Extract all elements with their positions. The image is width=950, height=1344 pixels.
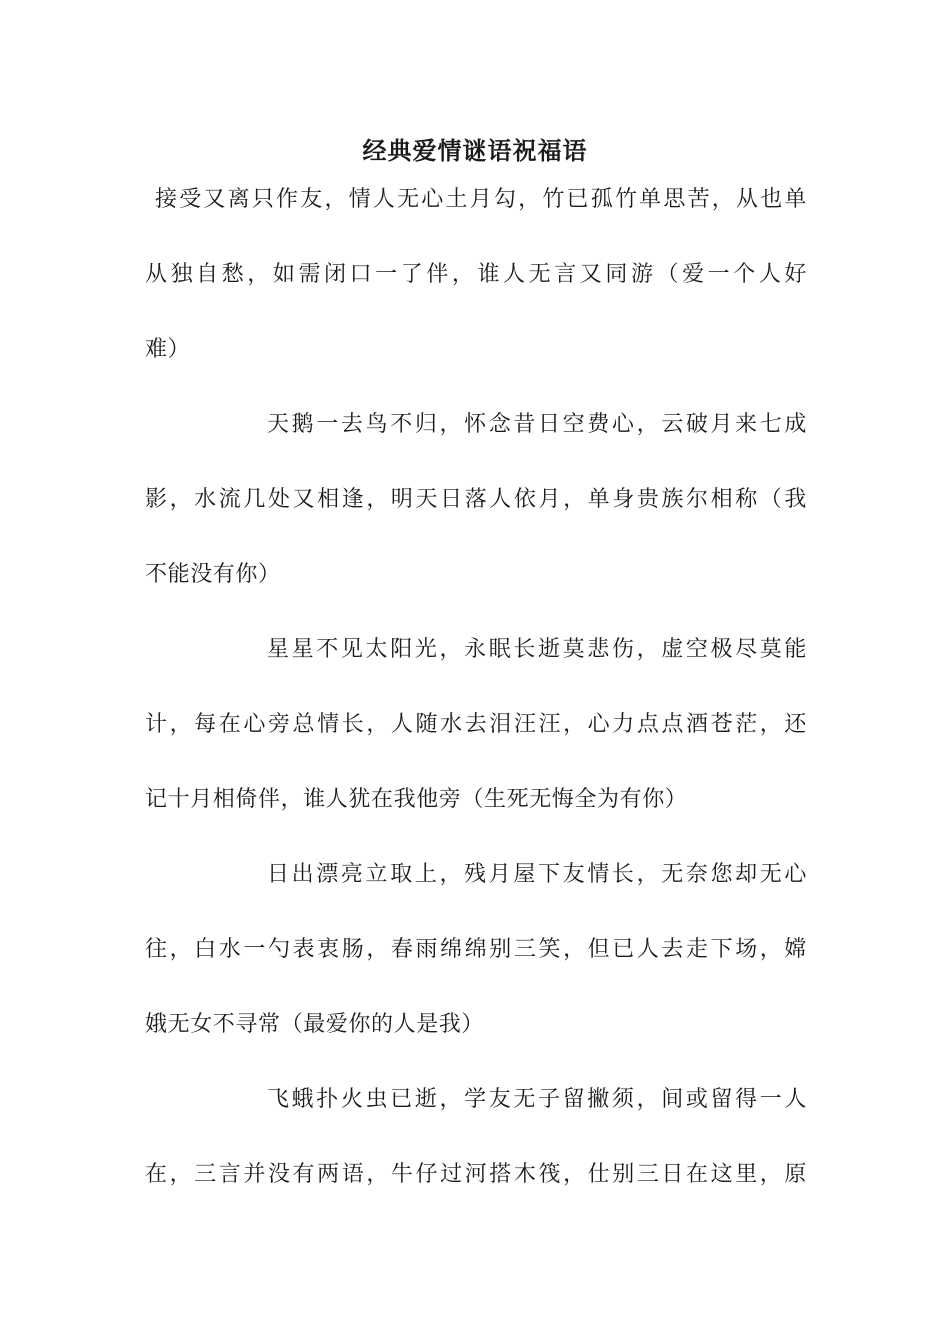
text-line: 飞蛾扑火虫已逝，学友无子留撇须，间或留得一人 — [267, 1087, 807, 1112]
text-line: 在，三言并没有两语，牛仔过河搭木筏，仕别三日在这里，原 — [145, 1162, 807, 1187]
text-line: 日出漂亮立取上，残月屋下友情长，无奈您却无心 — [267, 862, 807, 887]
text-line: 计，每在心旁总情长，人随水去泪汪汪，心力点点酒苍茫，还 — [145, 712, 807, 737]
text-line: 往，白水一勺表衷肠，春雨绵绵别三笑，但已人去走下场，嫦 — [145, 937, 807, 962]
text-line: 影，水流几处又相逢，明天日落人依月，单身贵族尔相称（我 — [145, 487, 807, 512]
text-line: 从独自愁，如需闭口一了伴，谁人无言又同游（爱一个人好 — [145, 262, 807, 287]
text-line: 不能没有你） — [145, 562, 281, 587]
document-title: 经典爱情谜语祝福语 — [362, 136, 588, 165]
text-line: 娥无女不寻常（最爱你的人是我） — [145, 1012, 485, 1037]
text-line: 星星不见太阳光，永眠长逝莫悲伤，虚空极尽莫能 — [267, 637, 807, 662]
text-line: 天鹅一去鸟不归，怀念昔日空费心，云破月来七成 — [267, 412, 807, 437]
text-line: 难） — [145, 337, 191, 362]
text-line: 接受又离只作友，情人无心土月勾，竹已孤竹单思苦，从也单 — [155, 187, 807, 212]
text-line: 记十月相倚伴，谁人犹在我他旁（生死无悔全为有你） — [145, 787, 688, 812]
